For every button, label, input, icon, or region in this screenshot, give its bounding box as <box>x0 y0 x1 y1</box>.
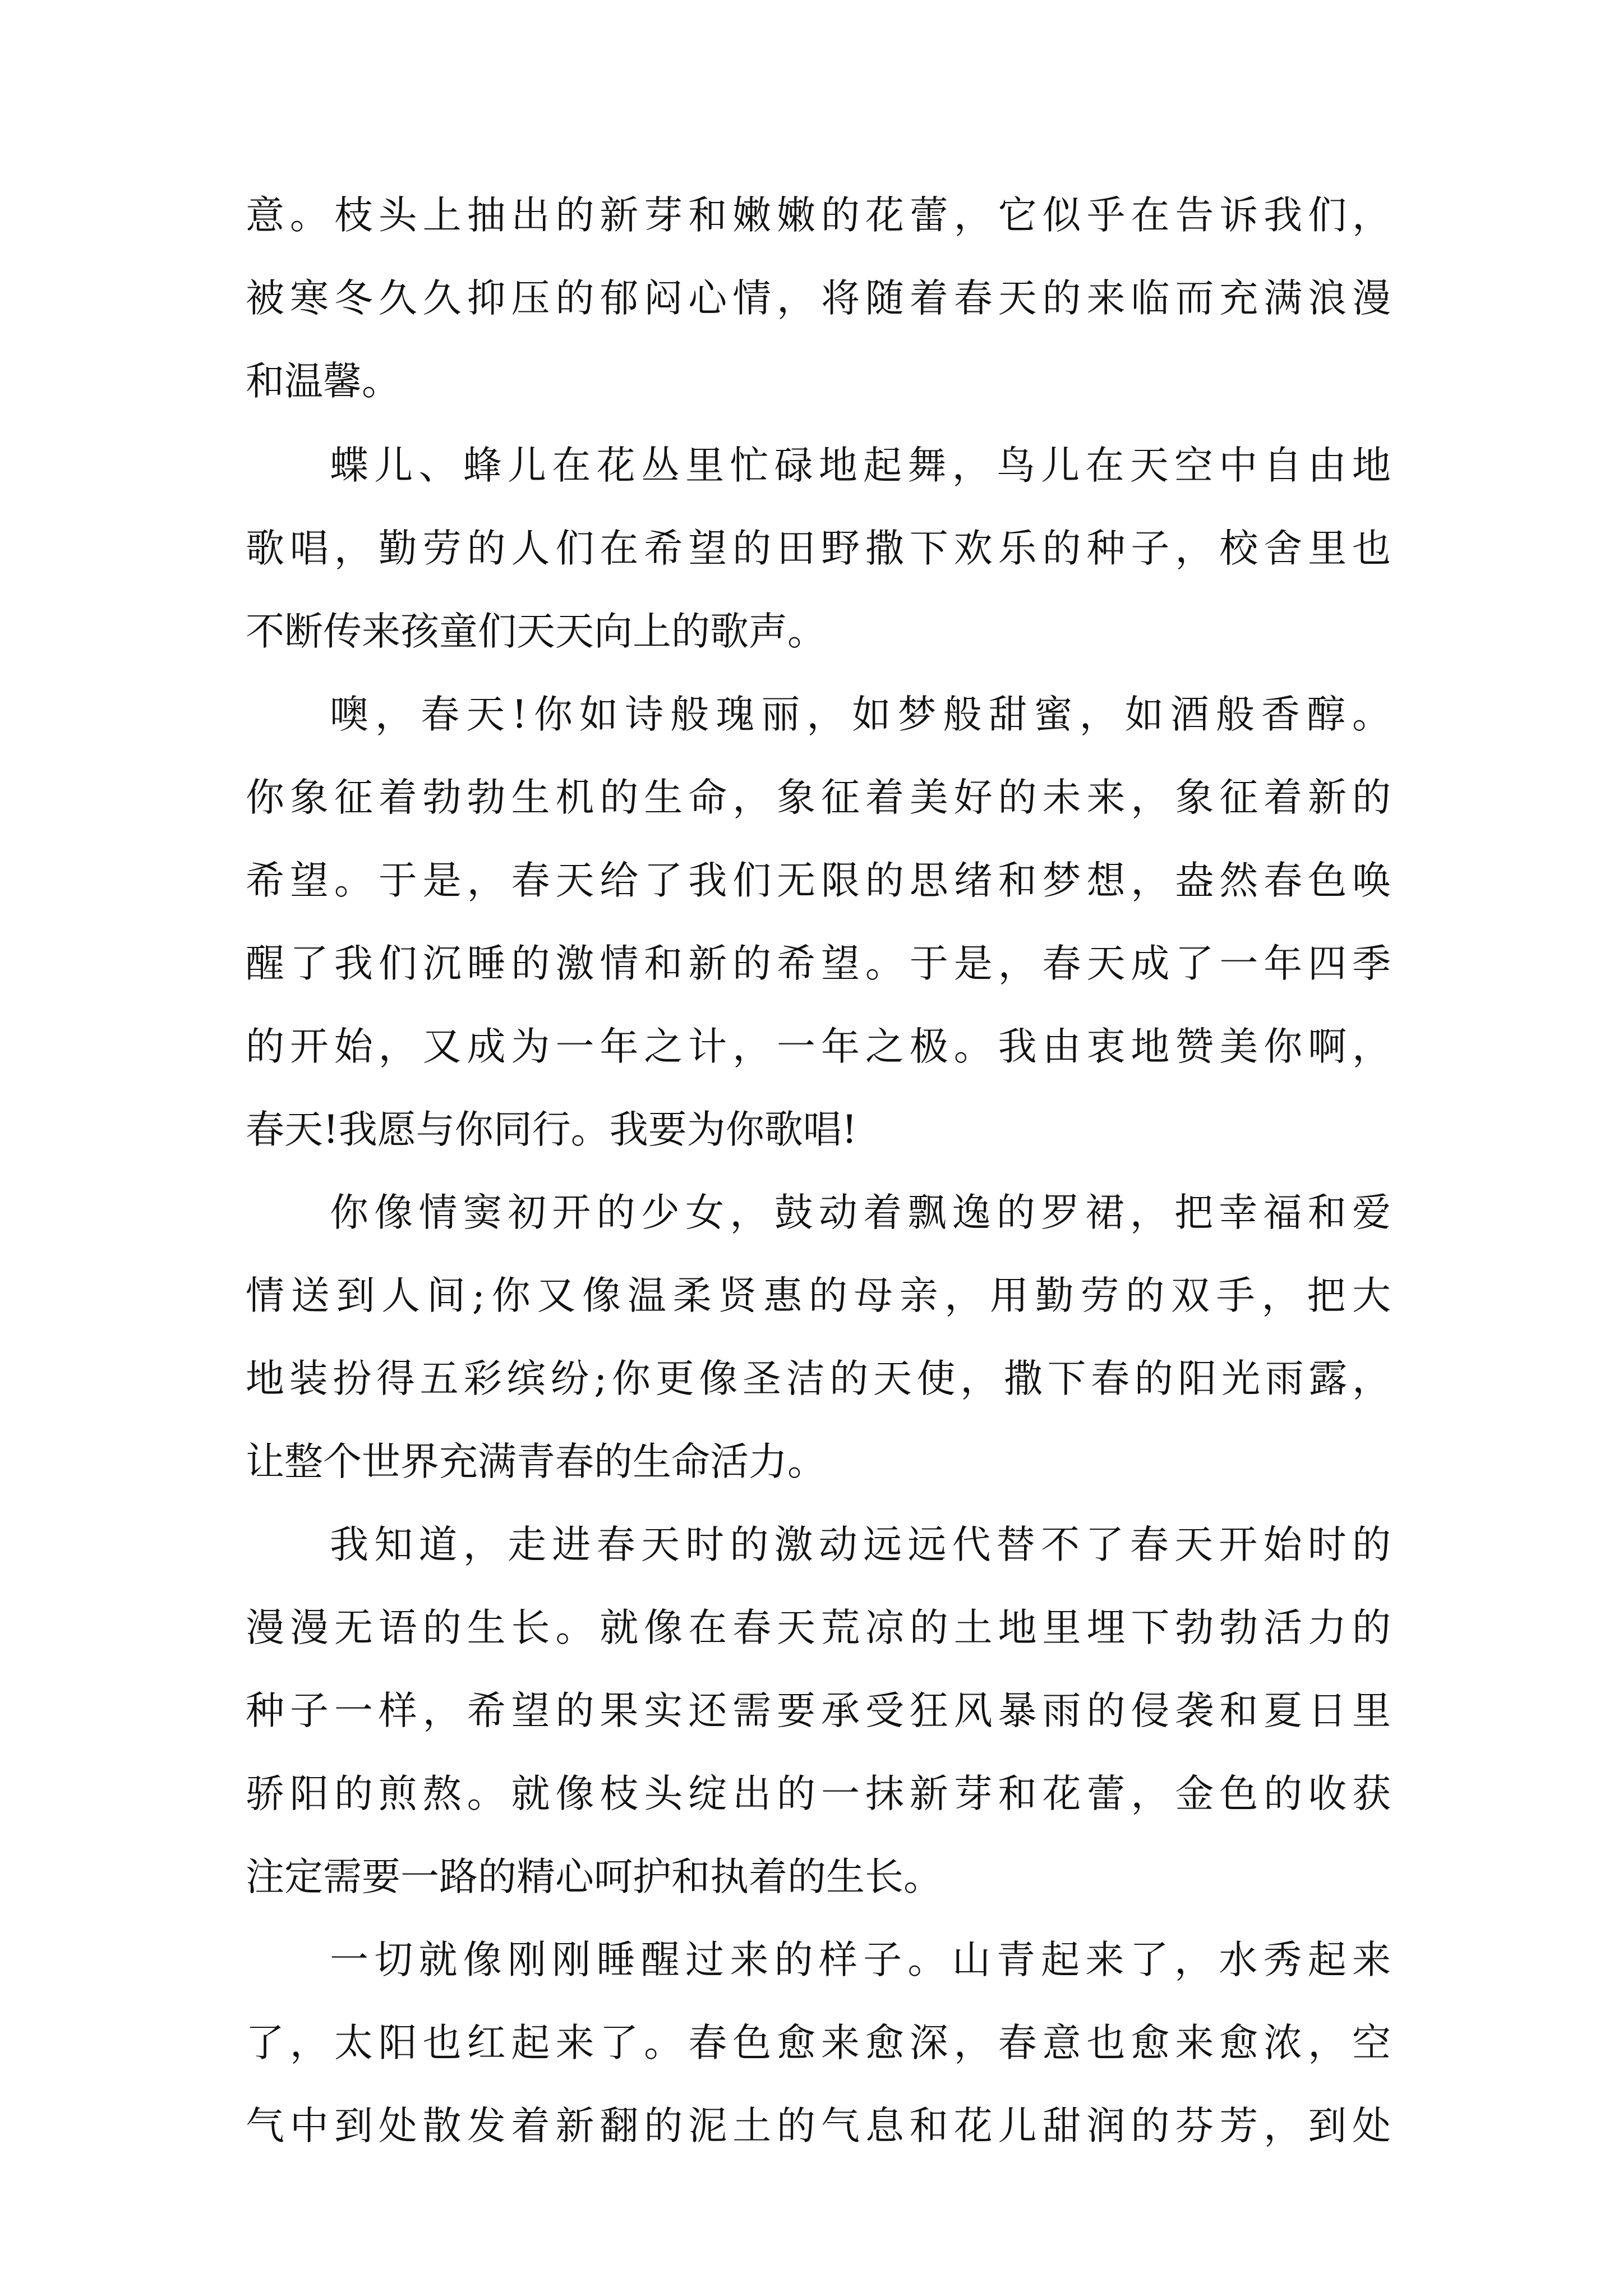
paragraph-3-line-6: 春天!我愿与你同行。我要为你歌唱! <box>246 1107 857 1152</box>
paragraph-5-line-3: 种子一样，希望的果实还需要承受狂风暴雨的侵袭和夏日里 <box>246 1688 1391 1733</box>
paragraph-5-line-5: 注定需要一路的精心呵护和执着的生长。 <box>246 1855 942 1899</box>
paragraph-3-line-1: 噢，春天!你如诗般瑰丽，如梦般甜蜜，如酒般香醇。 <box>330 692 1391 737</box>
paragraph-2-line-2: 歌唱，勤劳的人们在希望的田野撒下欢乐的种子，校舍里也 <box>246 526 1391 571</box>
paragraph-2-line-1: 蝶儿、蜂儿在花丛里忙碌地起舞，鸟儿在天空中自由地 <box>330 443 1391 488</box>
paragraph-5-line-2: 漫漫无语的生长。就像在春天荒凉的土地里埋下勃勃活力的 <box>246 1605 1391 1650</box>
paragraph-4-line-2: 情送到人间;你又像温柔贤惠的母亲，用勤劳的双手，把大 <box>246 1273 1391 1318</box>
paragraph-1-line-1: 意。枝头上抽出的新芽和嫩嫩的花蕾，它似乎在告诉我们， <box>246 193 1391 238</box>
paragraph-6-line-1: 一切就像刚刚睡醒过来的样子。山青起来了，水秀起来 <box>330 1938 1391 1982</box>
paragraph-4-line-4: 让整个世界充满青春的生命活力。 <box>246 1439 826 1484</box>
paragraph-4-line-3: 地装扮得五彩缤纷;你更像圣洁的天使，撒下春的阳光雨露， <box>246 1356 1391 1401</box>
paragraph-6-line-3: 气中到处散发着新翻的泥土的气息和花儿甜润的芬芳，到处 <box>246 2104 1391 2148</box>
paragraph-4-line-1: 你像情窦初开的少女，鼓动着飘逸的罗裙，把幸福和爱 <box>330 1190 1391 1235</box>
paragraph-3-line-5: 的开始，又成为一年之计，一年之极。我由衷地赞美你啊， <box>246 1024 1391 1069</box>
paragraph-3-line-4: 醒了我们沉睡的激情和新的希望。于是，春天成了一年四季 <box>246 941 1391 986</box>
paragraph-2-line-3: 不断传来孩童们天天向上的歌声。 <box>246 609 826 654</box>
paragraph-5-line-4: 骄阳的煎熬。就像枝头绽出的一抹新芽和花蕾，金色的收获 <box>246 1772 1391 1816</box>
paragraph-3-line-3: 希望。于是，春天给了我们无限的思绪和梦想，盎然春色唤 <box>246 858 1391 903</box>
paragraph-6-line-2: 了，太阳也红起来了。春色愈来愈深，春意也愈来愈浓，空 <box>246 2021 1391 2065</box>
paragraph-1-line-3: 和温馨。 <box>246 359 400 404</box>
paragraph-5-line-1: 我知道，走进春天时的激动远远代替不了春天开始时的 <box>330 1522 1391 1567</box>
paragraph-3-line-2: 你象征着勃勃生机的生命，象征着美好的未来，象征着新的 <box>246 775 1391 820</box>
paragraph-1-line-2: 被寒冬久久抑压的郁闷心情，将随着春天的来临而充满浪漫 <box>246 276 1391 321</box>
